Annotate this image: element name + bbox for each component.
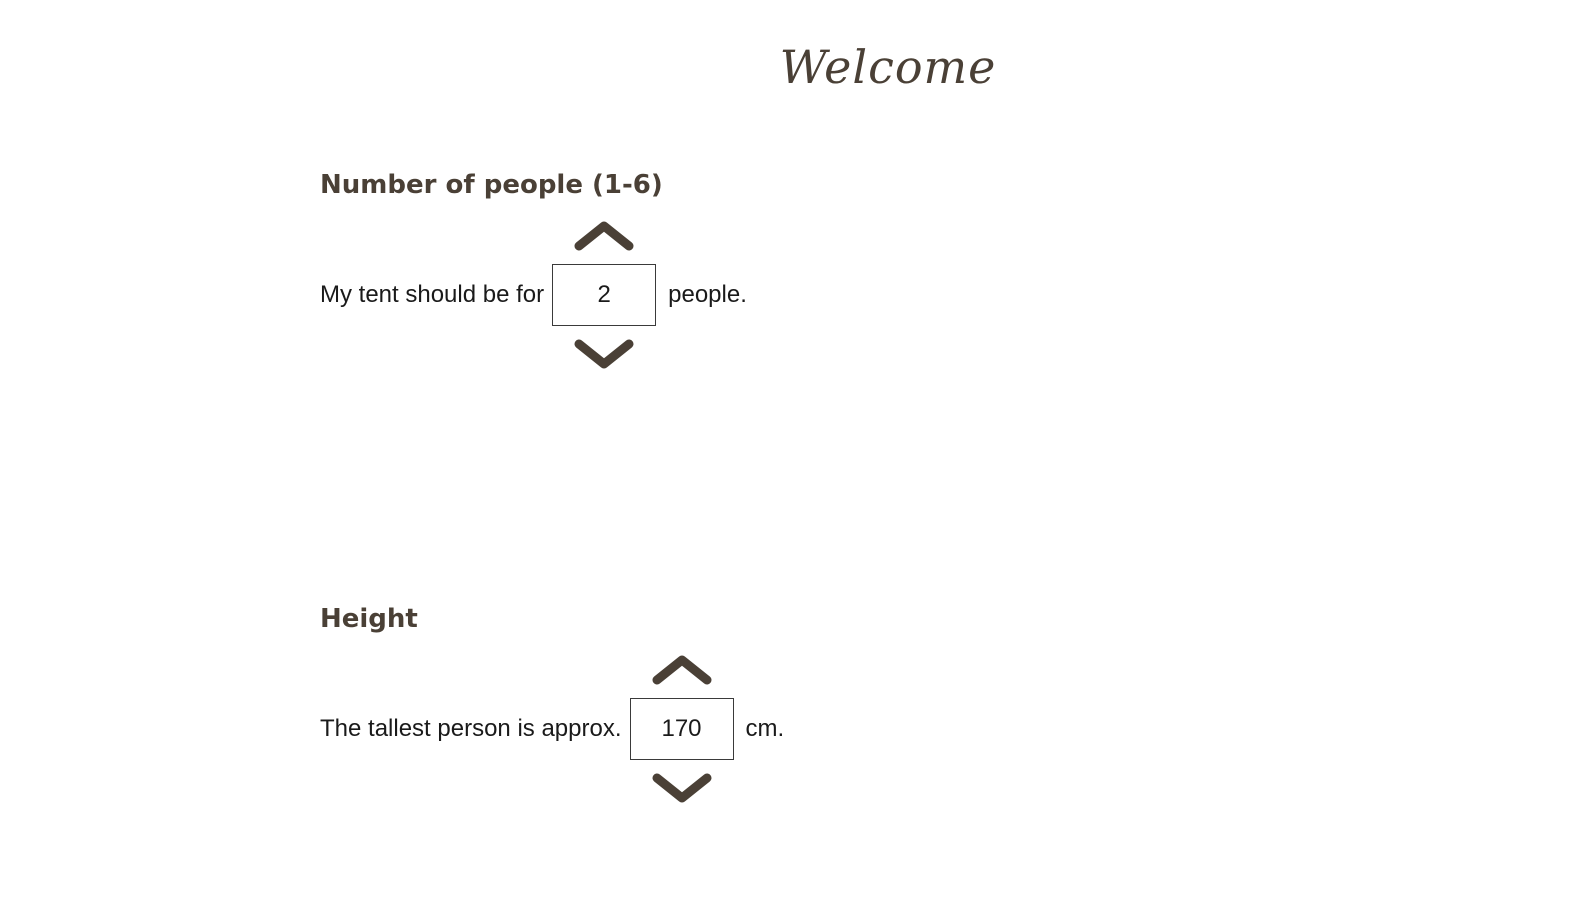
height-stepper-row xyxy=(320,652,784,806)
people-count-input[interactable] xyxy=(552,264,656,326)
section-heading-height: Height xyxy=(320,604,418,634)
section-height xyxy=(320,604,784,806)
chevron-down-icon[interactable] xyxy=(651,770,713,806)
people-stepper xyxy=(552,218,656,372)
chevron-up-icon[interactable] xyxy=(573,218,635,254)
height-value: 170 xyxy=(661,715,702,742)
chevron-down-icon[interactable] xyxy=(573,336,635,372)
people-suffix-label: people. xyxy=(668,281,747,308)
people-stepper-row xyxy=(320,218,747,372)
height-stepper-block xyxy=(320,652,784,806)
people-stepper-block xyxy=(320,218,747,372)
section-number-of-people xyxy=(320,170,747,372)
people-count-value: 2 xyxy=(597,281,611,308)
height-value-input[interactable] xyxy=(630,698,734,760)
section-heading-number-of-people: Number of people (1-6) xyxy=(320,170,663,200)
chevron-up-icon[interactable] xyxy=(651,652,713,688)
height-prefix-label: The tallest person is approx. xyxy=(320,715,622,742)
height-suffix-label: cm. xyxy=(745,715,785,742)
height-stepper xyxy=(630,652,734,806)
people-prefix-label: My tent should be for xyxy=(320,281,545,308)
page-title: Welcome xyxy=(779,40,997,94)
